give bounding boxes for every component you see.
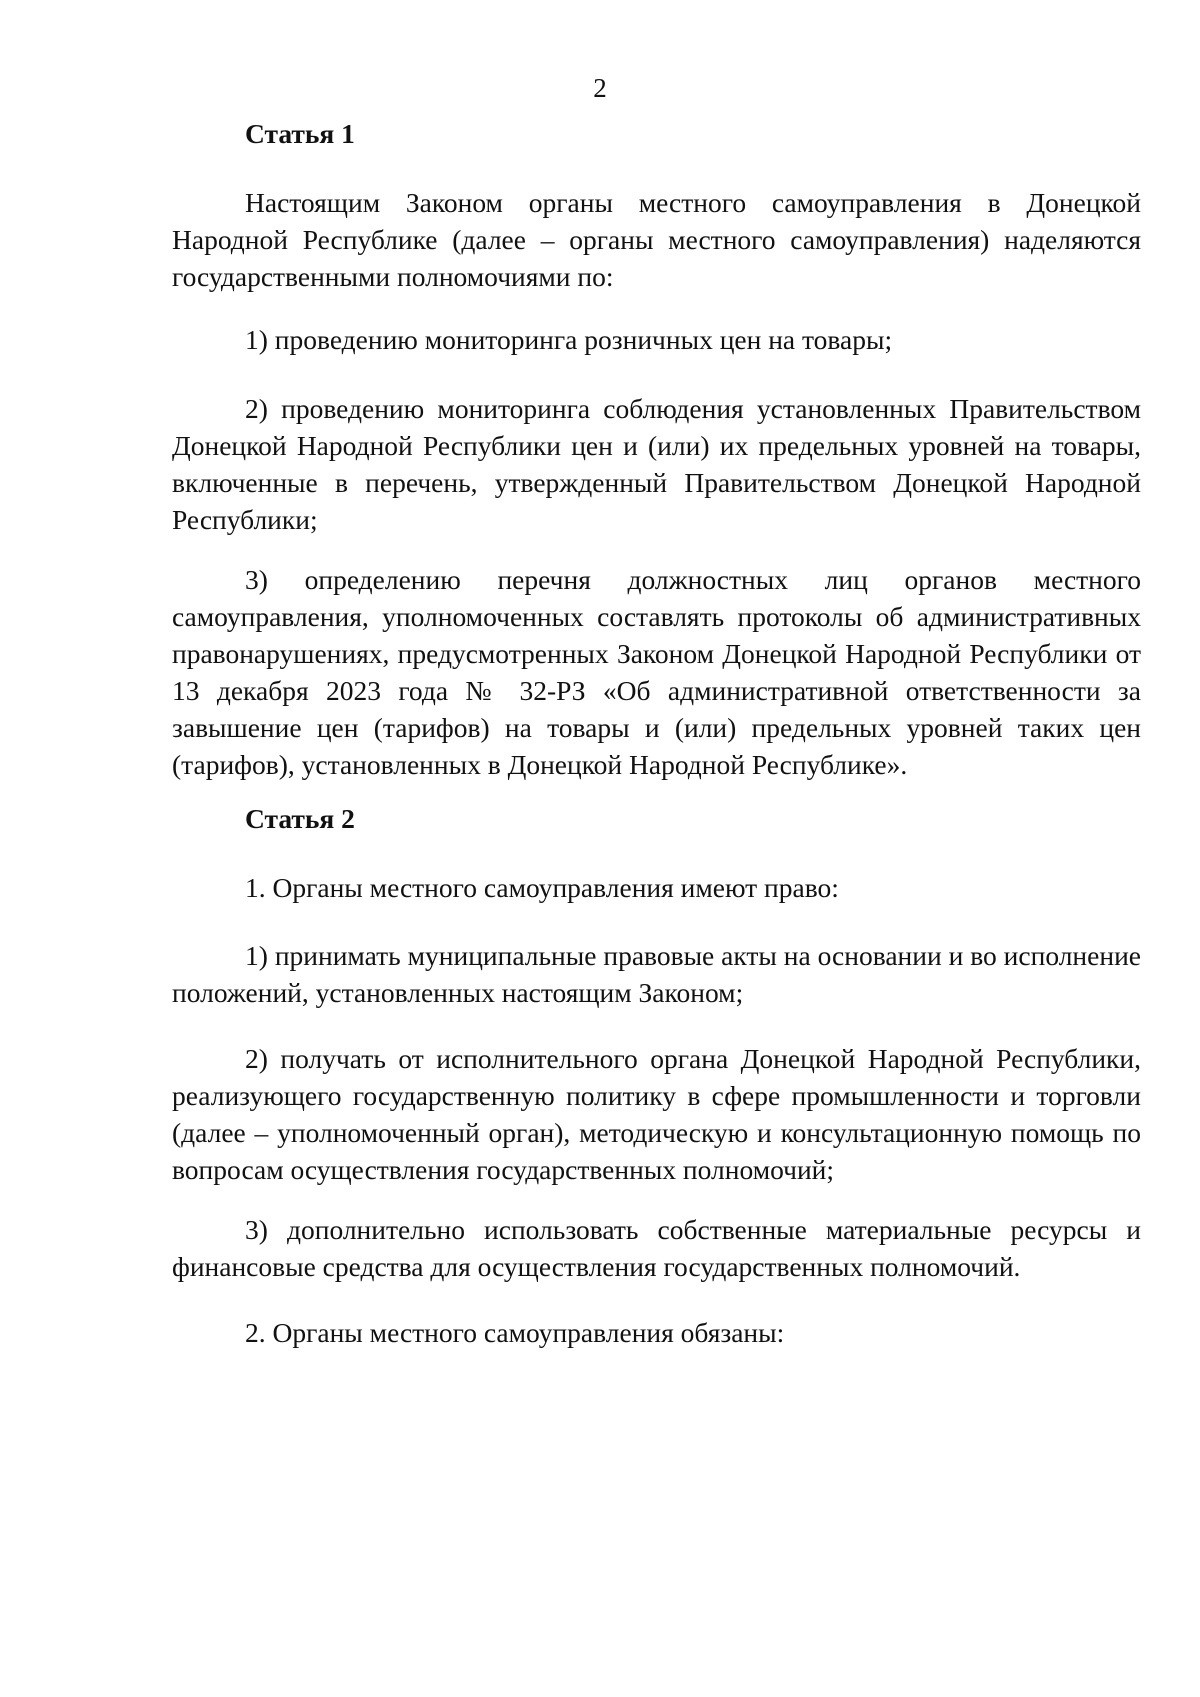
page-number: 2 [593, 73, 607, 103]
article-1-item-2: 2) проведению мониторинга соблюдения установленных Правительством Донецкой Народной Республики цен и (или) их предельных уровней на товары, включенные в перечень, утвержденный Правительством Донецкой Народной Республики; [172, 393, 1141, 535]
article-2-part-1-item-3: 3) дополнительно использовать собственные материальные ресурсы и финансовые средства для осуществления государственных полномочий. [172, 1214, 1141, 1282]
article-1-intro: Настоящим Законом органы местного самоуправления в Донецкой Народной Республике (далее – органы местного самоуправления) наделяются государственными полномочиями по: [172, 187, 1141, 292]
article-1-heading: Статья 1 [245, 118, 355, 149]
article-1-item-1: 1) проведению мониторинга розничных цен на товары; [245, 324, 893, 355]
article-2-part-1-item-2-block [172, 1040, 1141, 1188]
article-2-part-1: 1. Органы местного самоуправления имеют право: [245, 872, 839, 903]
article-2-part-2: 2. Органы местного самоуправления обязаны: [245, 1317, 785, 1348]
article-1-item-2-block [172, 390, 1141, 538]
article-2-part-2-block [172, 1314, 1141, 1351]
article-1-intro-block [172, 184, 1141, 295]
article-2-part-1-block [172, 869, 1141, 906]
article-2-part-1-item-1: 1) принимать муниципальные правовые акты на основании и во исполнение положений, установленных настоящим Законом; [172, 940, 1141, 1008]
article-2-part-1-item-2: 2) получать от исполнительного органа Донецкой Народной Республики, реализующего государственную политику в сфере промышленности и торговли (далее – уполномоченный орган), методическую и консультационную помощь по вопросам осуществления государственных полномочий; [172, 1043, 1141, 1185]
article-2-heading: Статья 2 [245, 803, 355, 834]
article-2-part-1-item-1-block [172, 937, 1141, 1011]
article-2-part-1-item-3-block [172, 1211, 1141, 1285]
article-1-item-3-block [172, 561, 1141, 783]
article-1-item-1-block [172, 321, 1141, 358]
article-1-item-3: 3) определению перечня должностных лиц органов местного самоуправления, уполномоченных составлять протоколы об административных правонарушениях, предусмотренных Законом Донецкой Народной Республики от 13 декабря 2023 года № 32-РЗ «Об административной ответственности за завышение цен (тарифов) на товары и (или) предельных уровней таких цен (тарифов), установленных в Донецкой Народной Республике». [172, 564, 1141, 780]
